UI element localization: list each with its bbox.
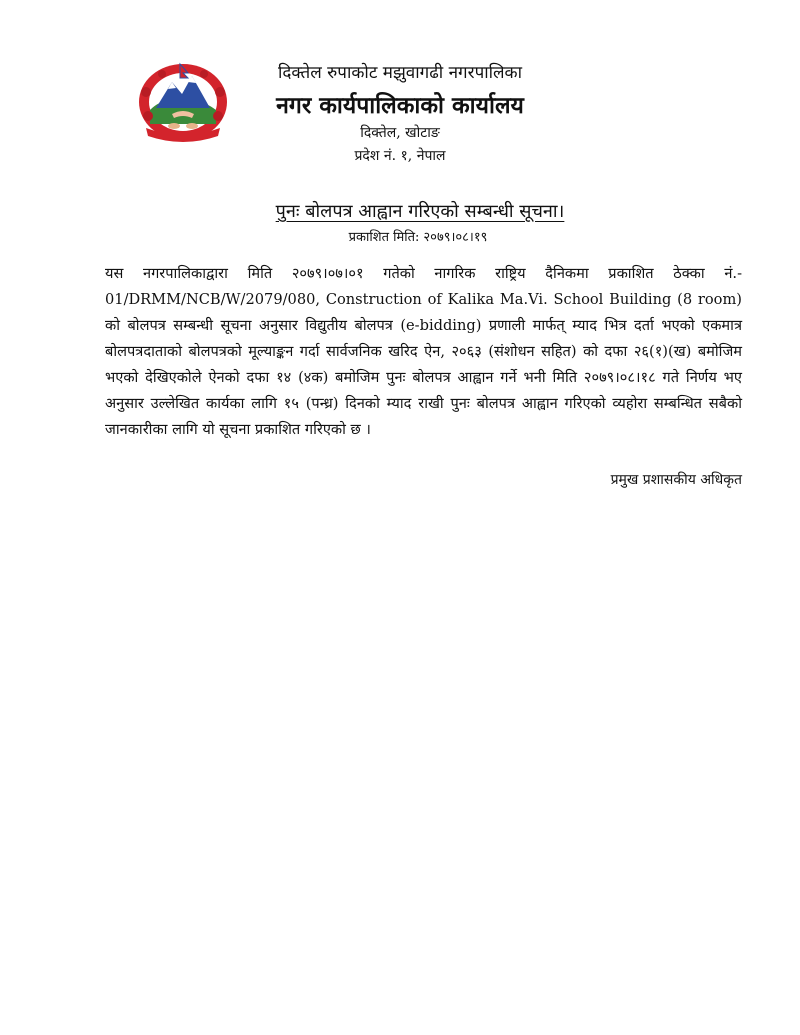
notice-title-text: पुनः बोलपत्र आह्वान गरिएको सम्बन्धी सूचना। [275,201,565,222]
office-name: नगर कार्यपालिकाको कार्यालय [276,92,524,119]
office-location: दिक्तेल, खोटाङ [360,125,440,141]
publish-date-value: २०७९।०८।१९ [423,230,488,245]
signature-title: प्रमुख प्रशासकीय अधिकृत [610,472,742,488]
notice-title [200,199,640,223]
publish-date [300,227,540,245]
nepal-emblem-icon [136,58,230,142]
office-province: प्रदेश नं. १, नेपाल [354,148,446,164]
publish-date-label: प्रकाशित मिति: [348,230,420,245]
notice-body: यस नगरपालिकाद्वारा मिति २०७९।०७।०१ गतेको नागरिक राष्ट्रिय दैनिकमा प्रकाशित ठेक्का नं.- 01/DRMM/NCB/W/2079/080, Construction of Kalika Ma.Vi. School Building (8 room) को बोलपत्र सम्बन्धी सूचना अनुसार विद्युतीय बोलपत्र (e-bidding) प्रणाली मार्फत् म्याद भित्र दर्ता भएको एकमात्र बोलपत्रदाताको बोलपत्रको मूल्याङ्कन गर्दा सार्वजनिक खरिद ऐन, २०६३ (संशोधन सहित) को दफा २६(१)(ख) बमोजिम भएको देखिएकोले ऐनको दफा १४ (४क) बमोजिम पुनः बोलपत्र आह्वान गर्ने भनी मिति २०७९।०८।१८ गते निर्णय भए अनुसार उल्लेखित कार्यका लागि १५ (पन्ध्र) दिनको म्याद राखी पुनः बोलपत्र आह्वान गरिएको व्यहोरा सम्बन्धित सबैको जानकारीका लागि यो सूचना प्रकाशित गरिएको छ । [105,265,742,438]
municipality-name: दिक्तेल रुपाकोट मझुवागढी नगरपालिका [277,63,523,83]
